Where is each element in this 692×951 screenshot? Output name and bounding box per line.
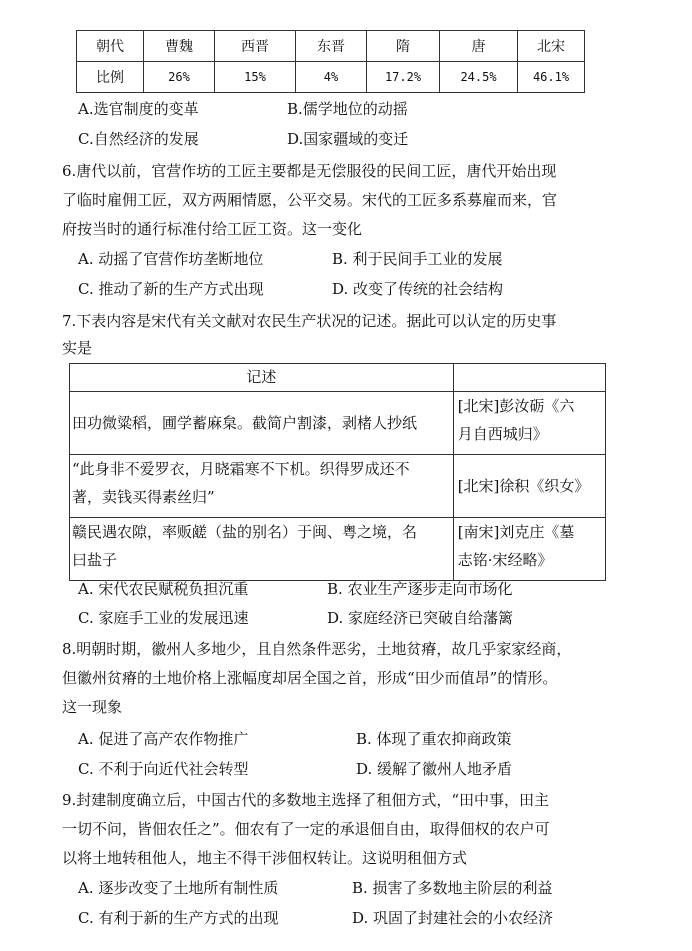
q8-stem-line: 但徽州贫瘠的土地价格上涨幅度却居全国之首，形成“田少而值昂”的情形。 (62, 669, 558, 687)
table-cell: 4% (296, 62, 367, 93)
table-cell (453, 455, 605, 518)
q9-option-d[interactable]: D. 巩固了封建社会的小农经济 (352, 909, 554, 927)
q8-option-b[interactable]: B. 体现了重农抑商政策 (356, 730, 512, 748)
table-row (70, 518, 606, 581)
q8-stem-line: 这一现象 (62, 698, 123, 716)
table-cell: 17.2% (367, 62, 440, 93)
q7-table (69, 363, 606, 581)
q8-option-a[interactable]: A. 促进了高产农作物推广 (78, 730, 249, 748)
q6-option-a[interactable]: A. 动摇了官营作坊垄断地位 (78, 250, 264, 268)
table-cell: 唐 (440, 31, 518, 62)
q9-option-c[interactable]: C. 有利于新的生产方式的出现 (78, 909, 279, 927)
q9-option-a[interactable]: A. 逐步改变了土地所有制性质 (78, 879, 279, 897)
record-text-line: 田功微粱稻，圃学蓄麻枲。截简户割漆，剥楮人抄纸 (72, 414, 418, 432)
q6-option-b[interactable]: B. 利于民间手工业的发展 (332, 250, 503, 268)
q8-option-c[interactable]: C. 不利于向近代社会转型 (78, 760, 249, 778)
q7-option-a[interactable]: A. 宋代农民赋税负担沉重 (78, 580, 249, 598)
q5-table-header-row (77, 31, 585, 62)
record-text-line: “此身非不爱罗衣，月晓霜寒不下机。织得罗成还不 (72, 460, 410, 478)
q9-stem-line: 以将土地转租他人，地主不得干涉佃权转让。这说明租佃方式 (62, 849, 468, 867)
record-text-line: 曰盐子 (72, 551, 118, 569)
table-cell (70, 392, 454, 455)
q7-table-header-row (70, 364, 606, 392)
q6-stem-line: 了临时雇佣工匠，双方两厢情愿，公平交易。宋代的工匠多系募雇而来，官 (62, 191, 558, 209)
record-text-line: 著，卖钱买得素丝归” (72, 488, 215, 506)
q6-stem-line: 府按当时的通行标准付给工匠工资。这一变化 (62, 220, 363, 238)
source-line: [北宋]徐积《织女》 (457, 477, 590, 495)
table-cell: 26% (144, 62, 215, 93)
q5-option-c[interactable]: C.自然经济的发展 (78, 130, 199, 148)
table-row (70, 392, 606, 455)
table-cell (70, 455, 454, 518)
q6-stem-line: 6.唐代以前，官营作坊的工匠主要都是无偿服役的民间工匠，唐代开始出现 (62, 162, 557, 180)
table-cell: 东晋 (296, 31, 367, 62)
q7-option-c[interactable]: C. 家庭手工业的发展迅速 (78, 609, 249, 627)
q5-table-data-row (77, 62, 585, 93)
q8-stem-line: 8.明朝时期，徽州人多地少，且自然条件恶劣，土地贫瘠，故几乎家家经商， (62, 640, 572, 658)
q7-stem-line: 实是 (62, 339, 93, 357)
table-cell: 比例 (77, 62, 144, 93)
q7-stem-line: 7.下表内容是宋代有关文献对农民生产状况的记述。据此可以认定的历史事 (62, 312, 557, 330)
table-cell: 46.1% (518, 62, 585, 93)
q5-option-b[interactable]: B.儒学地位的动摇 (287, 100, 408, 118)
q7-option-b[interactable]: B. 农业生产逐步走向市场化 (327, 580, 513, 598)
q9-stem-line: 9.封建制度确立后，中国古代的多数地主选择了租佃方式，“田中事，田主 (62, 791, 549, 809)
record-text-line: 赣民遇农隙，率贩鹾（盐的别名）于闽、粤之境，名 (72, 523, 418, 541)
table-cell: 北宋 (518, 31, 585, 62)
table-cell: 曹魏 (144, 31, 215, 62)
q7-option-d[interactable]: D. 家庭经济已突破自给藩篱 (327, 609, 514, 627)
table-cell: 24.5% (440, 62, 518, 93)
q6-option-d[interactable]: D. 改变了传统的社会结构 (332, 280, 504, 298)
table-cell: 朝代 (77, 31, 144, 62)
source-line: [南宋]刘克庄《墓 (457, 523, 575, 541)
table-cell: 隋 (367, 31, 440, 62)
table-cell (453, 518, 605, 581)
q9-option-b[interactable]: B. 损害了多数地主阶层的利益 (352, 879, 553, 897)
source-line: 志铭·宋经略》 (457, 551, 553, 569)
q6-option-c[interactable]: C. 推动了新的生产方式出现 (78, 280, 264, 298)
table-header-cell (453, 364, 605, 392)
table-cell (453, 392, 605, 455)
table-cell: 西晋 (215, 31, 296, 62)
q5-option-a[interactable]: A.选官制度的变革 (78, 100, 199, 118)
table-cell: 15% (215, 62, 296, 93)
source-line: 月自西城归》 (457, 425, 548, 443)
q8-option-d[interactable]: D. 缓解了徽州人地矛盾 (356, 760, 513, 778)
table-header-cell: 记述 (70, 364, 454, 392)
table-row (70, 455, 606, 518)
q5-option-d[interactable]: D.国家疆域的变迁 (287, 130, 409, 148)
q9-stem-line: 一切不问，皆佃农任之”。佃农有了一定的承退佃自由，取得佃权的农户可 (62, 820, 550, 838)
source-line: [北宋]彭汝砺《六 (457, 397, 575, 415)
table-cell (70, 518, 454, 581)
q5-table (76, 30, 585, 93)
